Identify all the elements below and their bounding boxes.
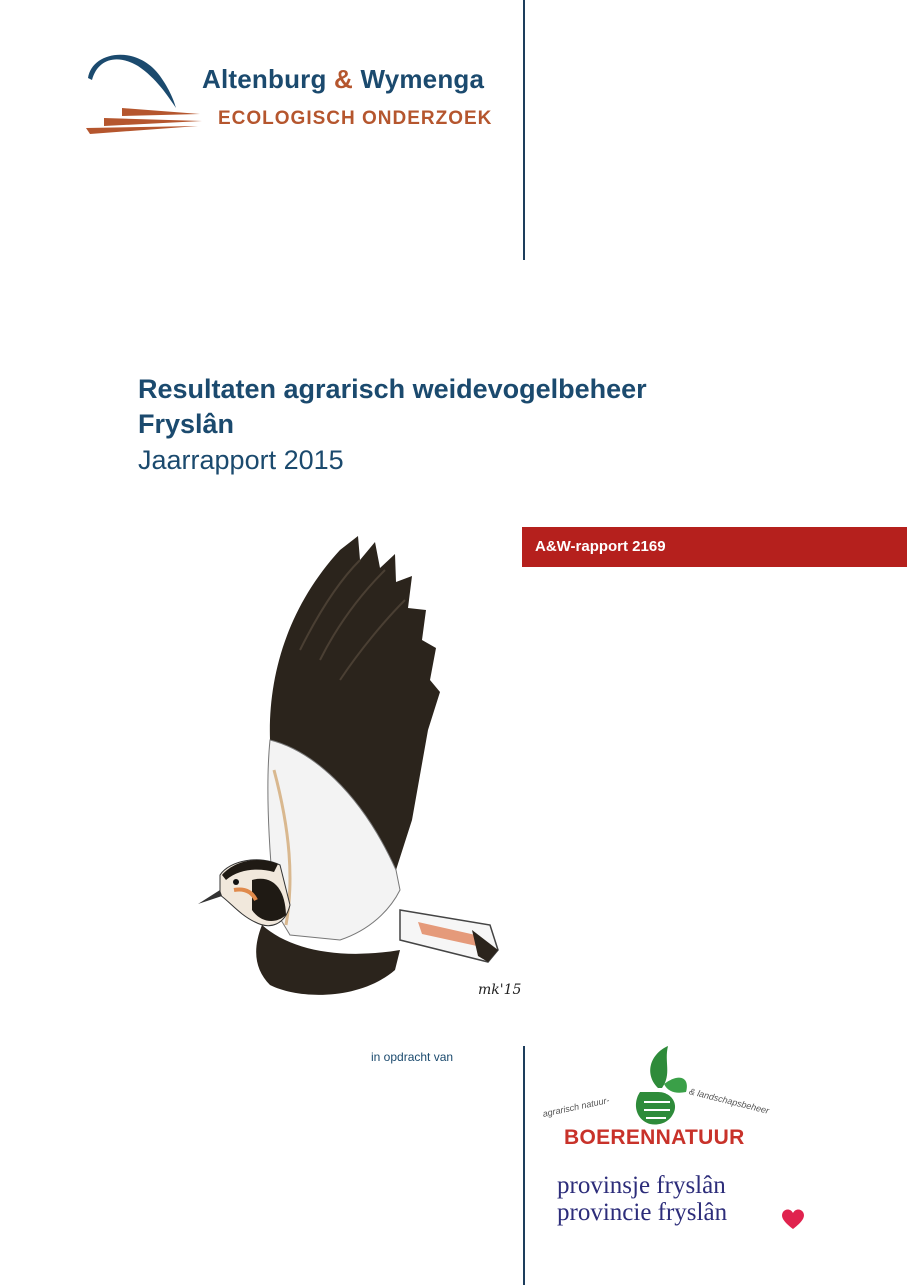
- province-name-frisian: provinsje fryslân: [557, 1172, 726, 1199]
- company-subtitle: ECOLOGISCH ONDERZOEK: [218, 108, 493, 129]
- arc-text-right: & landschapsbeheer: [688, 1086, 771, 1116]
- report-title: [138, 372, 647, 478]
- boerennatuur-logo: [540, 1044, 790, 1154]
- lapwing-illustration: [190, 530, 530, 1010]
- title-line-3: Jaarrapport 2015: [138, 445, 344, 475]
- boerennatuur-name: BOERENNATUUR: [564, 1126, 745, 1149]
- altenburg-wymenga-logo: [82, 46, 502, 146]
- arc-text-left: agrarisch natuur-: [541, 1095, 611, 1119]
- commissioned-by-label: in opdracht van: [371, 1050, 454, 1064]
- company-name: Altenburg & Wymenga: [202, 64, 485, 94]
- artist-signature: mk'15: [478, 982, 522, 998]
- province-logo: [557, 1172, 727, 1226]
- title-line-2: Fryslân: [138, 409, 235, 439]
- province-name-dutch: provincie fryslân: [557, 1199, 728, 1226]
- heart-icon: [780, 1208, 806, 1235]
- report-number-bar: A&W-rapport 2169: [522, 527, 907, 567]
- bird-swoosh-icon: [82, 46, 202, 146]
- divider-line-top: [523, 0, 525, 260]
- divider-line-bottom: [523, 1046, 525, 1285]
- title-line-1: Resultaten agrarisch weidevogelbeheer: [138, 374, 647, 404]
